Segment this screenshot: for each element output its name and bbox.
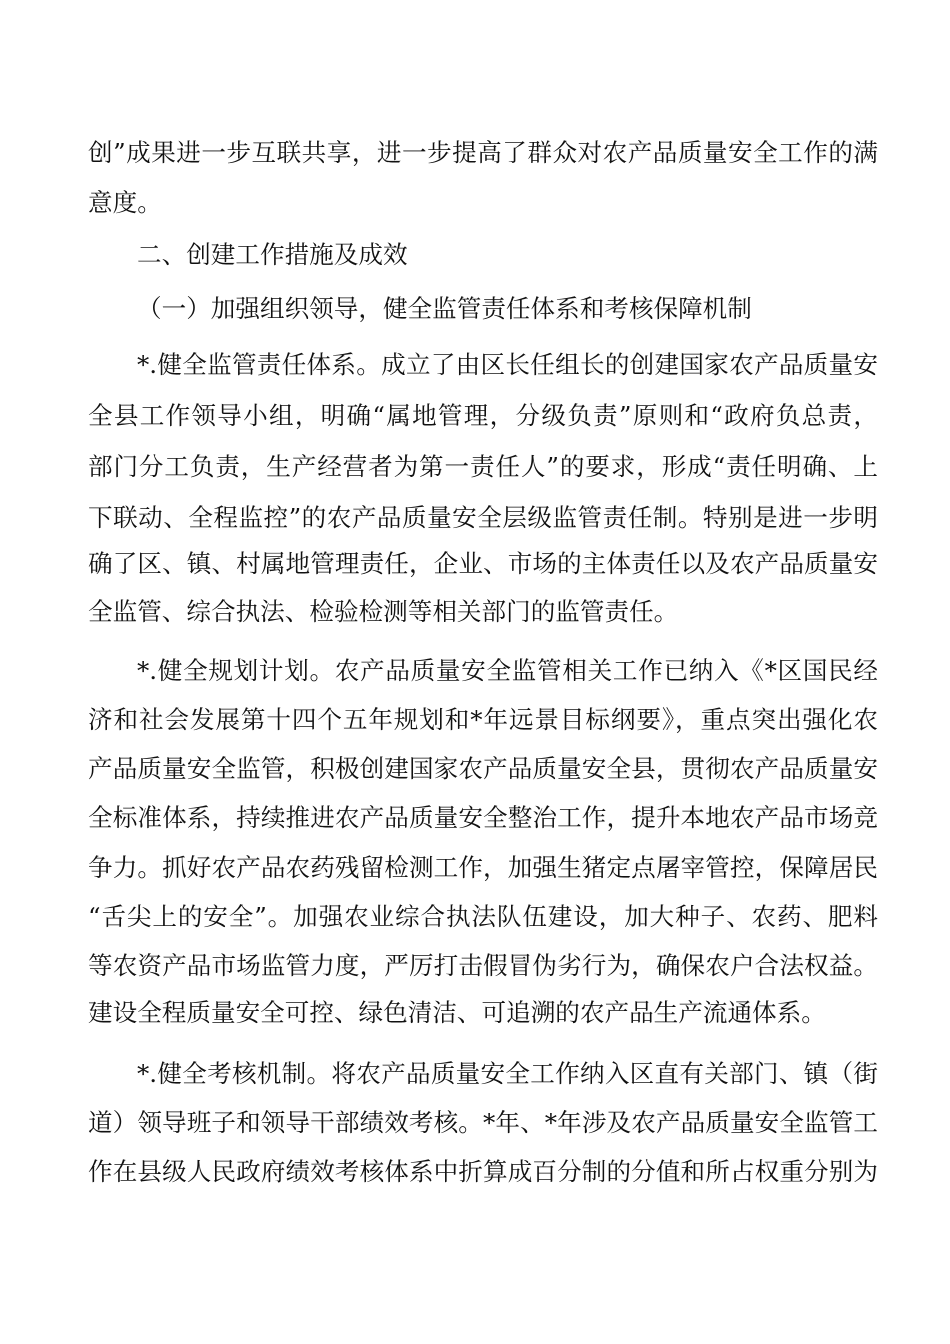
paragraph-line: 济和社会发展第十四个五年规划和*年远景目标纲要》，重点突出强化农	[88, 705, 878, 734]
paragraph-line: 部门分工负责，生产经营者为第一责任人”的要求，形成“责任明确、上	[88, 452, 878, 481]
paragraph-line: 下联动、全程监控”的农产品质量安全层级监管责任制。特别是进一步明	[88, 503, 878, 532]
paragraph-line: *.健全规划计划。农产品质量安全监管相关工作已纳入《*区国民经	[137, 656, 878, 685]
subsection-heading: （一）加强组织领导，健全监管责任体系和考核保障机制	[137, 294, 752, 323]
paragraph-line: 等农资产品市场监管力度，严厉打击假冒伪劣行为，确保农户合法权益。	[88, 951, 878, 980]
paragraph-line: *.健全监管责任体系。成立了由区长任组长的创建国家农产品质量安	[137, 350, 878, 379]
paragraph-line: 全监管、综合执法、检验检测等相关部门的监管责任。	[88, 597, 679, 626]
paragraph-line: “舌尖上的安全”。加强农业综合执法队伍建设，加大种子、农药、肥料	[88, 902, 878, 931]
section-heading: 二、创建工作措施及成效	[137, 240, 408, 269]
paragraph-line: 全县工作领导小组，明确“属地管理，分级负责”原则和“政府负总责，	[88, 401, 878, 430]
paragraph-line: 争力。抓好农产品农药残留检测工作，加强生猪定点屠宰管控，保障居民	[88, 853, 878, 882]
paragraph-line: *.健全考核机制。将农产品质量安全工作纳入区直有关部门、镇（街	[137, 1059, 878, 1088]
paragraph-line: 全标准体系，持续推进农产品质量安全整治工作，提升本地农产品市场竞	[88, 803, 878, 832]
paragraph-line: 确了区、镇、村属地管理责任，企业、市场的主体责任以及农产品质量安	[88, 549, 878, 578]
paragraph-line: 意度。	[88, 188, 162, 217]
paragraph-line: 道）领导班子和领导干部绩效考核。*年、*年涉及农产品质量安全监管工	[88, 1108, 878, 1137]
paragraph-line: 作在县级人民政府绩效考核体系中折算成百分制的分值和所占权重分别为	[88, 1157, 878, 1186]
paragraph-line: 建设全程质量安全可控、绿色清洁、可追溯的农产品生产流通体系。	[88, 998, 826, 1027]
paragraph-line: 创”成果进一步互联共享，进一步提高了群众对农产品质量安全工作的满	[88, 138, 878, 167]
paragraph-line: 产品质量安全监管，积极创建国家农产品质量安全县，贯彻农产品质量安	[88, 754, 878, 783]
